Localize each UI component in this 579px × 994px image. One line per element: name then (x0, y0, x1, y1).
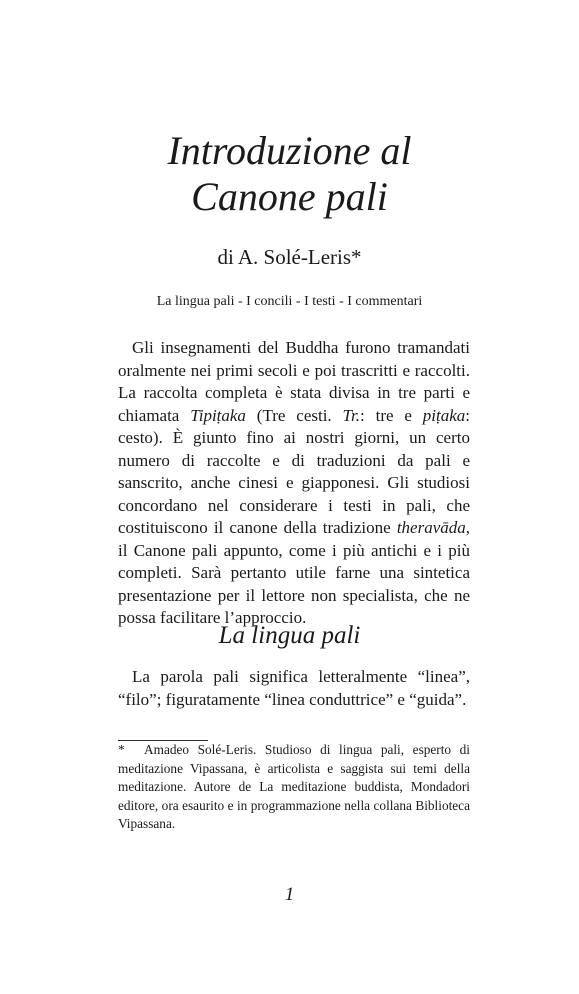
page-number: 1 (284, 884, 295, 905)
intro-text-4: : cesto). È giunto fino ai nostri giorni, un certo numero di raccolte e di traduzioni da pali e sanscrito, anche cinesi e giapponesi. Gli studiosi concordano nel considerare i testi in pali, che costituiscono il canone della tradizione (118, 405, 470, 537)
section-heading: La lingua pali (218, 622, 361, 649)
term-pitaka: piṭaka (422, 405, 466, 425)
author-line: di A. Solé-Leris* (217, 245, 362, 269)
intro-text-3: : tre e (360, 405, 423, 425)
term-theravada: theravāda (396, 518, 466, 537)
abbr-translator: Tr. (342, 405, 361, 425)
intro-paragraph (118, 337, 470, 630)
section-paragraph: La parola pali significa letteralmente “linea”, “filo”; figuratamente “linea conduttrice” e “guida”. (118, 667, 470, 709)
chapter-title (0, 128, 579, 220)
footnote-mark: * (118, 742, 125, 757)
term-tipitaka: Tipiṭaka (190, 405, 246, 425)
intro-text-1: Gli insegnamenti del Buddha furono tramandati oralmente nei primi secoli e poi trascritti e raccolti. La raccolta completa è stata divisa in tre parti e chiamata (118, 338, 470, 425)
intro-text-5: , il Canone pali appunto, come i più antichi e i più completi. Sarà pertanto utile farne una sintetica presentazione per il lettore non specialista, che ne possa facilitare l’approccio. (118, 518, 470, 627)
chapter-subtitle: La lingua pali - I concili - I testi - I commentari (156, 294, 423, 309)
footnote (118, 741, 470, 834)
chapter-title-line-1: Introduzione al (167, 128, 412, 173)
footnote-text: Amadeo Solé-Leris. Studioso di lingua pali, esperto di meditazione Vipassana, è articolista e saggista sui temi della meditazione. Autore de La meditazione buddista, Mondadori editore, ora esaurito e in programmazione nella collana Biblioteca Vipassana. (118, 742, 470, 831)
intro-text-2: (Tre cesti. (245, 405, 343, 425)
chapter-title-line-2: Canone pali (191, 174, 388, 219)
